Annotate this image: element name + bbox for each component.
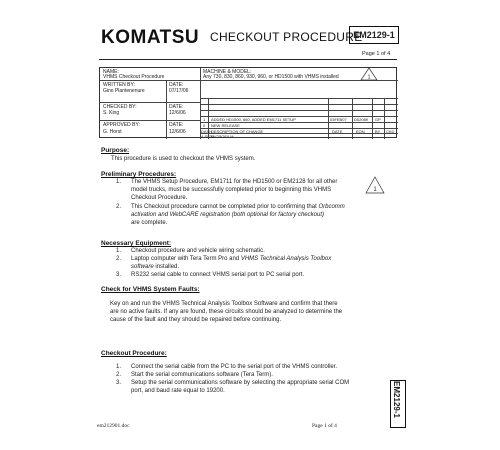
table-rule [328,98,329,139]
microfilm-label: MICROFILM [211,134,234,139]
footer-filename: em212901.doc [97,423,130,429]
written-by-value: Gino Plantenenure [103,88,145,94]
approved-by-value: G. Horst [103,129,122,135]
table-rule [352,98,353,139]
preliminary-heading: Preliminary Procedures: [101,171,177,178]
checked-date-label: DATE: [169,104,184,110]
written-date-label: DATE: [169,82,184,88]
prelim-item1-line1: The VHMS Setup Procedure, EM1711 for the HD1500 or EM2128 for all other [131,179,338,185]
written-date: 07/17/06 [169,88,189,94]
info-table [99,67,397,138]
faults-line1: Key on and run the VHMS Technical Analysis Toolbox Software and confirm that there [110,301,338,307]
machine-mark: 1 [367,74,371,81]
approved-date-label: DATE: [169,122,184,128]
prelim-item1-line3: Checkout Procedure. [131,195,188,201]
checkout-item1: Connect the serial cable from the PC to the serial port of the VHMS controller. [131,364,338,370]
machine-value: Any 730, 830, 860, 930, 960, or HD1500 with VHMS installed [203,74,339,80]
description-header: DESCRIPTION OF CHANGE [211,129,264,134]
equipment-item2d: installed. [153,264,180,270]
checkout-item2-num: 2. [116,372,122,378]
checked-by-label: CHECKED BY: [103,104,137,110]
faults-heading: Check for VHMS System Faults: [101,286,200,293]
equipment-item2-line1 [131,256,331,264]
faults-line3: cause of the fault and they should be repaired before continuing. [110,317,282,323]
document-title: CHECKOUT PROCEDURE [210,30,363,44]
rev1-num: 1 [203,117,206,122]
rev1-eon: D02089 [354,117,369,122]
rev0-num: 0 [203,123,206,128]
eon-header: EON [356,129,365,134]
revision-triangle-icon [360,67,378,81]
approved-date: 12/6/06 [169,129,186,135]
checkout-item3-num: 3. [116,380,122,386]
approved-by-label: APPROVED BY: [103,122,140,128]
checkout-item2: Start the serial communications software (Tera Term). [131,372,273,378]
machine-label: MACHINE & MODEL: [203,69,252,75]
prelim-item2-line1a: This Checkout procedure cannot be completed prior to confirming that [131,204,319,210]
doc-number-box: EM2129-1 [349,26,399,44]
revision-triangle-icon [365,176,385,194]
checkout-heading: Checkout Procedure: [101,350,167,357]
written-by-label: WRITTEN BY: [103,82,135,88]
equipment-item2-num: 2. [116,256,122,262]
rev0-desc: NEW RELEASE [211,123,240,128]
table-rule [200,104,398,105]
table-rule [200,98,398,99]
prelim-item1-num: 1. [116,179,122,185]
equipment-item2c: software [131,264,154,270]
header-divider [99,59,397,60]
prelim-item2-line2: activation and WebCARE registration (both optional for factory checkout) [131,212,324,218]
faults-line2: are no active faults. If any are found, these circuits should be analyzed to determine the [110,309,343,315]
name-value: VHMS Checkout Procedure [103,74,165,80]
prelim-item1-line2: model trucks, must be successfully completed prior to beginning this VHMS [131,187,332,193]
prelim-item2-line1b: Orbcomm [318,204,345,210]
company-logo: KOMATSU [101,27,200,48]
equipment-heading: Necessary Equipment: [101,240,172,247]
rev1-date: 03FEB07 [330,117,347,122]
rev1-by: GP [375,117,381,122]
purpose-heading: Purpose: [101,147,130,154]
table-rule [372,98,373,139]
equipment-item3-num: 3. [116,272,122,278]
equipment-item1-num: 1. [116,248,122,254]
table-rule [200,110,398,111]
prelim-mark: 1 [373,187,377,193]
checkout-item1-num: 1. [116,364,122,370]
equipment-item3: RS232 serial cable to connect VHMS serial port to PC serial port. [131,272,305,278]
checked-by-value: S. King [103,110,120,116]
rev1-desc: ADDED HD1500, 860, ADDED EM1711 SETUP [211,117,296,122]
equipment-item1: Checkout procedure and vehicle wiring schematic. [131,248,265,254]
prelim-item2-line3: are complete. [131,220,168,226]
purpose-text: This procedure is used to checkout the VHMS system. [111,156,256,162]
table-rule [100,80,398,81]
table-rule [100,120,200,121]
equipment-item2b: VHMS Technical Analysis Toolbox [240,256,332,262]
ckd-header: CKD [386,129,395,134]
page-number-top: Page 1 of 4 [362,51,391,57]
by-header: BY [375,129,381,134]
footer-page-number: Page 1 of 4 [312,423,337,429]
date-header: DATE [332,129,343,134]
checkout-item3-line1: Setup the serial communications software by selecting the appropriate serial COM [131,380,350,386]
name-label: NAME: [103,69,119,75]
side-doc-number: EM2129-1 [391,381,401,418]
prelim-item2-num: 2. [116,204,122,210]
prelim-item2-line1 [131,204,345,212]
table-rule [100,102,200,103]
checkout-item3-line2: port, and baud rate equal to 19200. [131,388,225,394]
table-rule [166,80,167,139]
table-rule [384,98,385,139]
checked-date: 12/6/06 [169,110,186,116]
dash-header: DASH [201,129,213,134]
equipment-item2-line2 [131,264,179,272]
equipment-item2a: Laptop computer with Tera Term Pro and [131,256,241,262]
size-label: A SIZE [201,134,214,139]
